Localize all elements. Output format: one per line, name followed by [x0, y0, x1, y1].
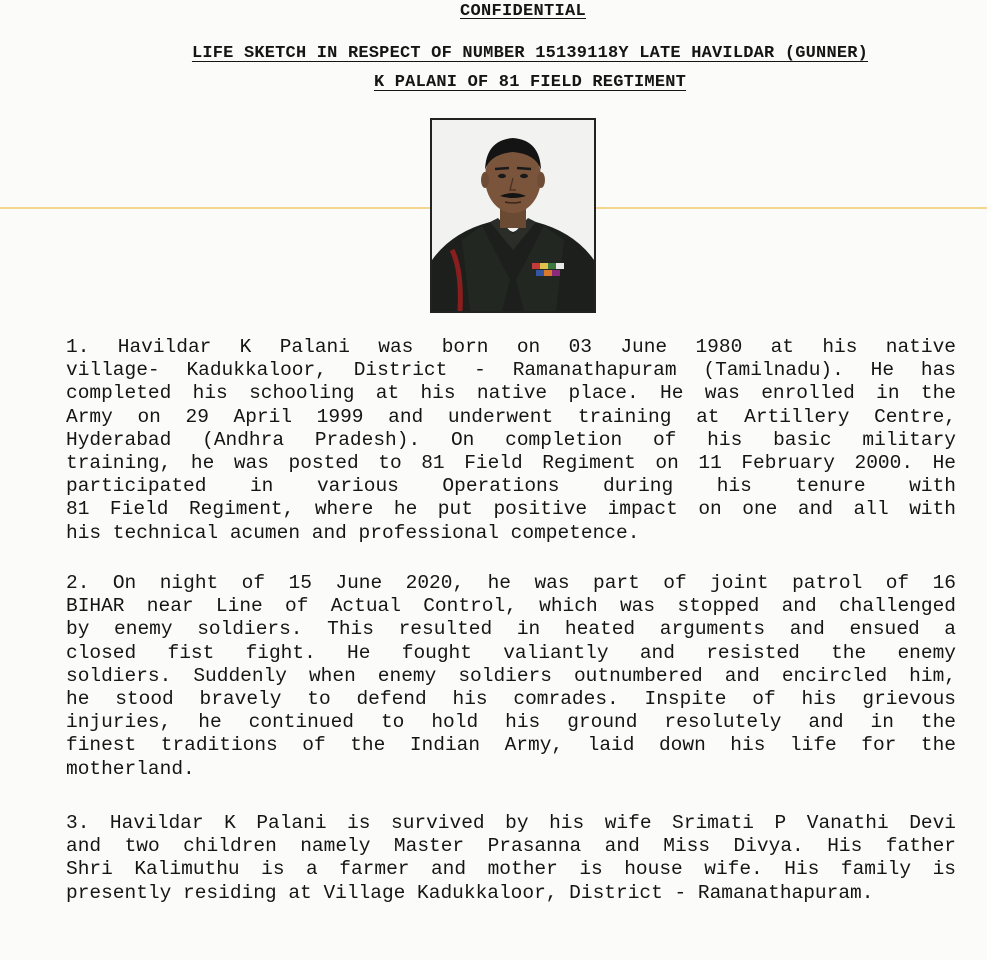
paragraph-line: and two children namely Master Prasanna and Miss Divya. His father	[66, 835, 956, 858]
paragraph-line: injuries, he continued to hold his ground resolutely and in the	[66, 711, 956, 734]
confidential-label: CONFIDENTIAL	[459, 2, 587, 21]
paragraph-line: 81 Field Regiment, where he put positive impact on one and all with	[66, 498, 956, 521]
paragraph-line: BIHAR near Line of Actual Control, which was stopped and challenged	[66, 595, 956, 618]
paragraph-3	[66, 812, 956, 905]
paragraph-line: Hyderabad (Andhra Pradesh). On completion of his basic military	[66, 428, 956, 451]
paragraph-line: presently residing at Village Kadukkaloor, District - Ramanathapuram.	[66, 881, 874, 904]
paragraph-line: motherland.	[66, 757, 195, 780]
paragraph-line: completed his schooling at his native place. He was enrolled in the	[66, 382, 956, 405]
paragraph-line: by enemy soldiers. This resulted in heated arguments and ensued a	[66, 618, 956, 641]
paragraph-line: 2. On night of 15 June 2020, he was part of joint patrol of 16	[66, 572, 956, 594]
paragraph-line: participated in various Operations during his tenure with	[66, 475, 956, 498]
paragraph-line: village- Kadukkaloor, District - Ramanathapuram (Tamilnadu). He has	[66, 359, 956, 382]
paragraph-1	[66, 336, 956, 545]
paragraph-line: training, he was posted to 81 Field Regiment on 11 February 2000. He	[66, 452, 956, 475]
paragraph-line: Army on 29 April 1999 and underwent training at Artillery Centre,	[66, 405, 956, 428]
paragraph-line: finest traditions of the Indian Army, laid down his life for the	[66, 734, 956, 757]
soldier-portrait-photo	[430, 118, 596, 313]
paragraph-line: Shri Kalimuthu is a farmer and mother is house wife. His family is	[66, 858, 956, 881]
paragraph-line: closed fist fight. He fought valiantly and resisted the enemy	[66, 641, 956, 664]
paragraph-line: 3. Havildar K Palani is survived by his wife Srimati P Vanathi Devi	[66, 812, 956, 834]
paragraph-line: 1. Havildar K Palani was born on 03 June 1980 at his native	[66, 336, 956, 358]
paragraph-line: soldiers. Suddenly when enemy soldiers outnumbered and encircled him,	[66, 664, 956, 687]
document-heading-line-2: K PALANI OF 81 FIELD REGTIMENT	[373, 73, 687, 92]
document-heading-line-1: LIFE SKETCH IN RESPECT OF NUMBER 15139118Y LATE HAVILDAR (GUNNER)	[191, 44, 869, 63]
paragraph-line: he stood bravely to defend his comrades. Inspite of his grievous	[66, 688, 956, 711]
paragraph-2	[66, 572, 956, 781]
paragraph-line: his technical acumen and professional competence.	[66, 521, 640, 544]
